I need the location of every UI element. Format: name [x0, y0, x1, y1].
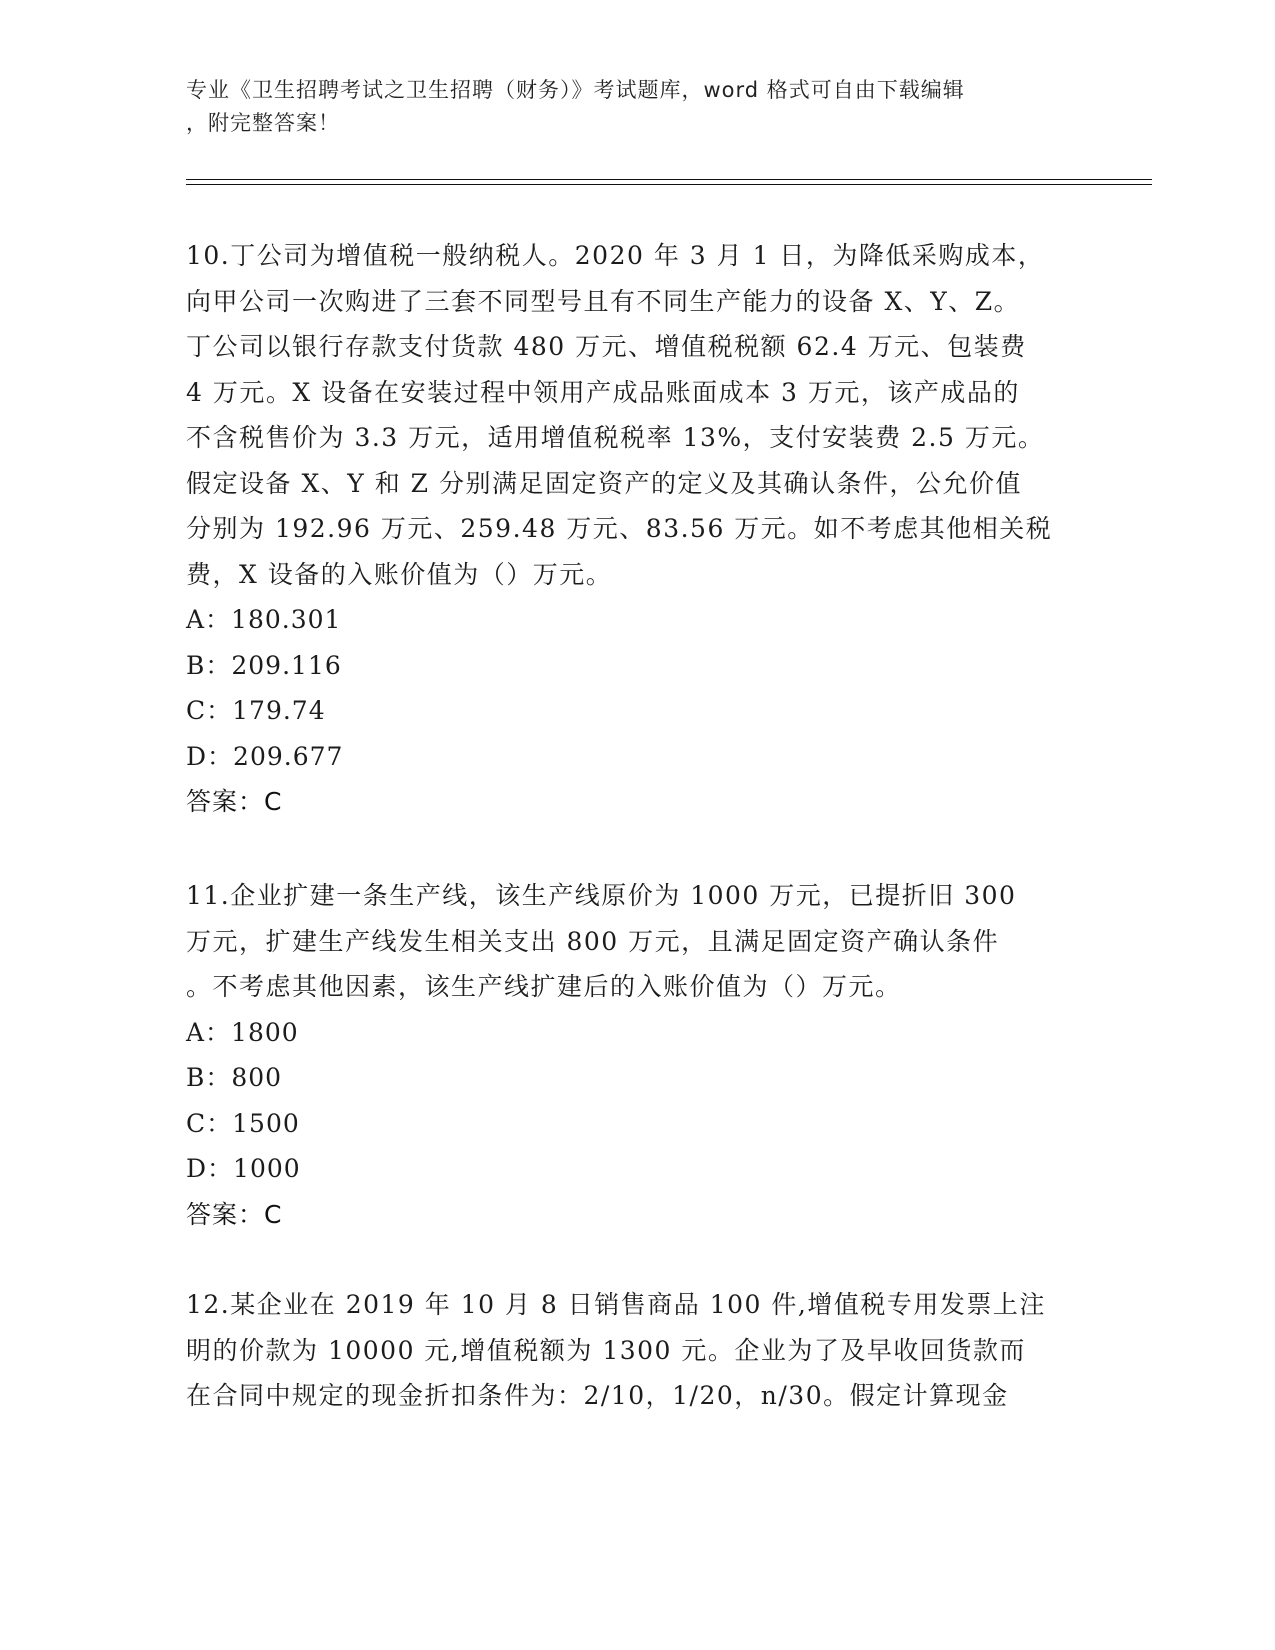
- option-a: A：180.301: [186, 605, 342, 634]
- question-text-line: 。不考虑其他因素，该生产线扩建后的入账价值为（）万元。: [186, 972, 902, 1001]
- question-text-line: 明的价款为 10000 元,增值税额为 1300 元。企业为了及早收回货款而: [186, 1335, 1026, 1365]
- question-text-line: 分别为 192.96 万元、259.48 万元、83.56 万元。如不考虑其他相关税: [186, 514, 1053, 543]
- question-text-line: 费，X 设备的入账价值为（）万元。: [186, 559, 613, 589]
- question-text-line: 不含税售价为 3.3 万元，适用增值税税率 13%，支付安装费 2.5 万元。: [186, 423, 1045, 452]
- option-d: D：209.677: [186, 741, 344, 771]
- header-line: ，附完整答案！: [186, 111, 340, 135]
- question-text-line: 11.企业扩建一条生产线，该生产线原价为 1000 万元，已提折旧 300: [186, 881, 1017, 910]
- question-text-line: 万元，扩建生产线发生相关支出 800 万元，且满足固定资产确认条件: [186, 926, 1000, 956]
- option-c: C：1500: [186, 1108, 300, 1138]
- option-b: B：209.116: [186, 650, 342, 680]
- question-text-line: 12.某企业在 2019 年 10 月 8 日销售商品 100 件,增值税专用发票上注: [186, 1290, 1046, 1319]
- question-text-line: 在合同中规定的现金折扣条件为：2/10，1/20，n/30。假定计算现金: [186, 1381, 1009, 1410]
- question-text-line: 丁公司以银行存款支付货款 480 万元、增值税税额 62.4 万元、包装费: [186, 332, 1027, 361]
- question-text-line: 10.丁公司为增值税一般纳税人。2020 年 3 月 1 日，为降低采购成本，: [186, 241, 1045, 270]
- header-line: 专业《卫生招聘考试之卫生招聘（财务）》考试题库，word 格式可自由下载编辑: [186, 78, 965, 102]
- question-11: [186, 873, 1086, 1237]
- option-b: B：800: [186, 1063, 283, 1092]
- question-10: [186, 233, 1086, 825]
- header-divider-bottom: [186, 184, 1152, 185]
- question-text-line: 假定设备 X、Y 和 Z 分别满足固定资产的定义及其确认条件，公允价值: [186, 468, 1022, 498]
- question-text-line: 4 万元。X 设备在安装过程中领用产成品账面成本 3 万元，该产成品的: [186, 377, 1020, 407]
- option-c: C：179.74: [186, 696, 326, 725]
- header-divider-top: [186, 179, 1152, 180]
- document-header: [186, 74, 1066, 140]
- answer: 答案：C: [186, 1199, 283, 1229]
- option-d: D：1000: [186, 1154, 301, 1183]
- question-12: [186, 1282, 1086, 1419]
- question-text-line: 向甲公司一次购进了三套不同型号且有不同生产能力的设备 X、Y、Z。: [186, 286, 1021, 316]
- option-a: A：1800: [186, 1017, 299, 1047]
- answer: 答案：C: [186, 787, 283, 816]
